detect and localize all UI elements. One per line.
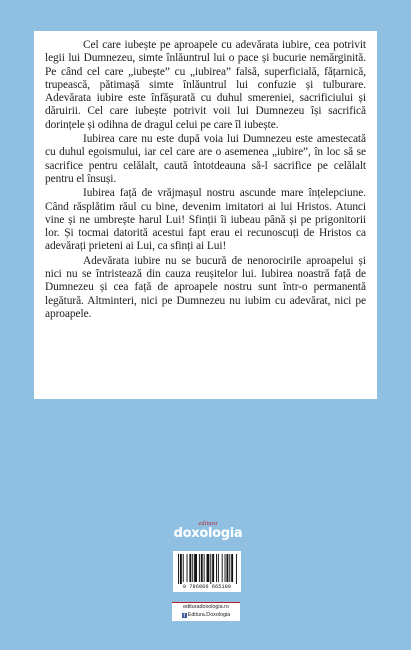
publisher-facebook: Editura.Doxologia — [187, 612, 231, 618]
barcode-bar — [236, 554, 237, 584]
publisher-logo — [172, 521, 244, 543]
barcode-bar — [216, 554, 217, 582]
barcode-bar — [189, 554, 191, 582]
text-paragraph-3: Iubirea față de vrăjmașul nostru ascunde mare înțelepciune. Când răsplătim răul cu bine, devenim imitatori ai lui Hristos. Atunci vine și ne umbrește harul Lui! Sfinții îi iubeau până și pe prigonitorii lor. Și tocmai datorită acestui fapt erau ei recunoscuți de Hristos ca adevărați prieteni ai Lui, ca sfinți ai Lui! — [45, 187, 366, 253]
facebook-icon: f — [183, 612, 185, 618]
barcode-bar — [225, 554, 226, 582]
barcode-bar — [194, 554, 197, 582]
text-paragraph-1: Cel care iubește pe aproapele cu adevărata iubire, cea potrivit legii lui Dumnezeu, simte înlăuntrul lui o pace și bucurie nemărginită. Pe când cel care „iubește” cu „iubirea” falsă, superficială, fățarnică, trupească, pătimașă simte înlăuntrul lui confuzie și tulburare. Adevărata iubire este înfășurată cu duhul smereniei, sacrificiului și dăruirii. Cel care iubește potrivit voii lui Dumnezeu își sacrifică dorințele și odihna de dragul celui pe care îl iubește. — [45, 39, 366, 131]
barcode-bar — [210, 554, 211, 584]
publisher-website: edituradoxologia.ro — [183, 604, 229, 610]
barcode-bar — [207, 554, 210, 582]
barcode — [173, 551, 241, 592]
barcode-bar — [178, 554, 179, 584]
barcode-bar — [180, 554, 182, 584]
barcode-bar — [229, 554, 230, 582]
barcode-bar — [204, 554, 205, 582]
publisher-facebook-row — [172, 611, 240, 619]
publisher-contact — [172, 602, 240, 621]
barcode-bar — [192, 554, 193, 582]
text-paragraph-2: Iubirea care nu este după voia lui Dumnezeu este amestecată cu duhul egoismului, iar cel care are o asemenea „iubire”, în loc să se sacrifice pentru celălalt, caută întotdeauna să-l sacrifice pe celălalt pentru el însuși. — [45, 133, 366, 185]
barcode-bar — [183, 554, 184, 582]
barcode-bar — [222, 554, 223, 582]
publisher-small-label: editura — [198, 521, 218, 527]
barcode-bar — [201, 554, 203, 582]
barcode-bar — [231, 554, 233, 582]
barcode-bar — [218, 554, 219, 582]
publisher-name: doxologia — [173, 526, 243, 541]
barcode-bar — [226, 554, 228, 582]
barcode-bar — [212, 554, 214, 582]
barcode-bar — [199, 554, 200, 582]
text-paragraph-4: Adevărata iubire nu se bucură de nenorocirile aproapelui și nici nu se întristează din cauza reușitelor lui. Iubirea noastră față de Dumnezeu și cea față de aproapele nostru sunt într-o permanentă legătură. Altminteri, nici pe Dumnezeu nu iubim cu adevărat, nici pe aproapele. — [45, 254, 366, 320]
barcode-number: 9 786066 665100 — [182, 584, 232, 590]
back-cover-text-panel — [34, 31, 377, 399]
barcode-bar — [187, 554, 188, 582]
